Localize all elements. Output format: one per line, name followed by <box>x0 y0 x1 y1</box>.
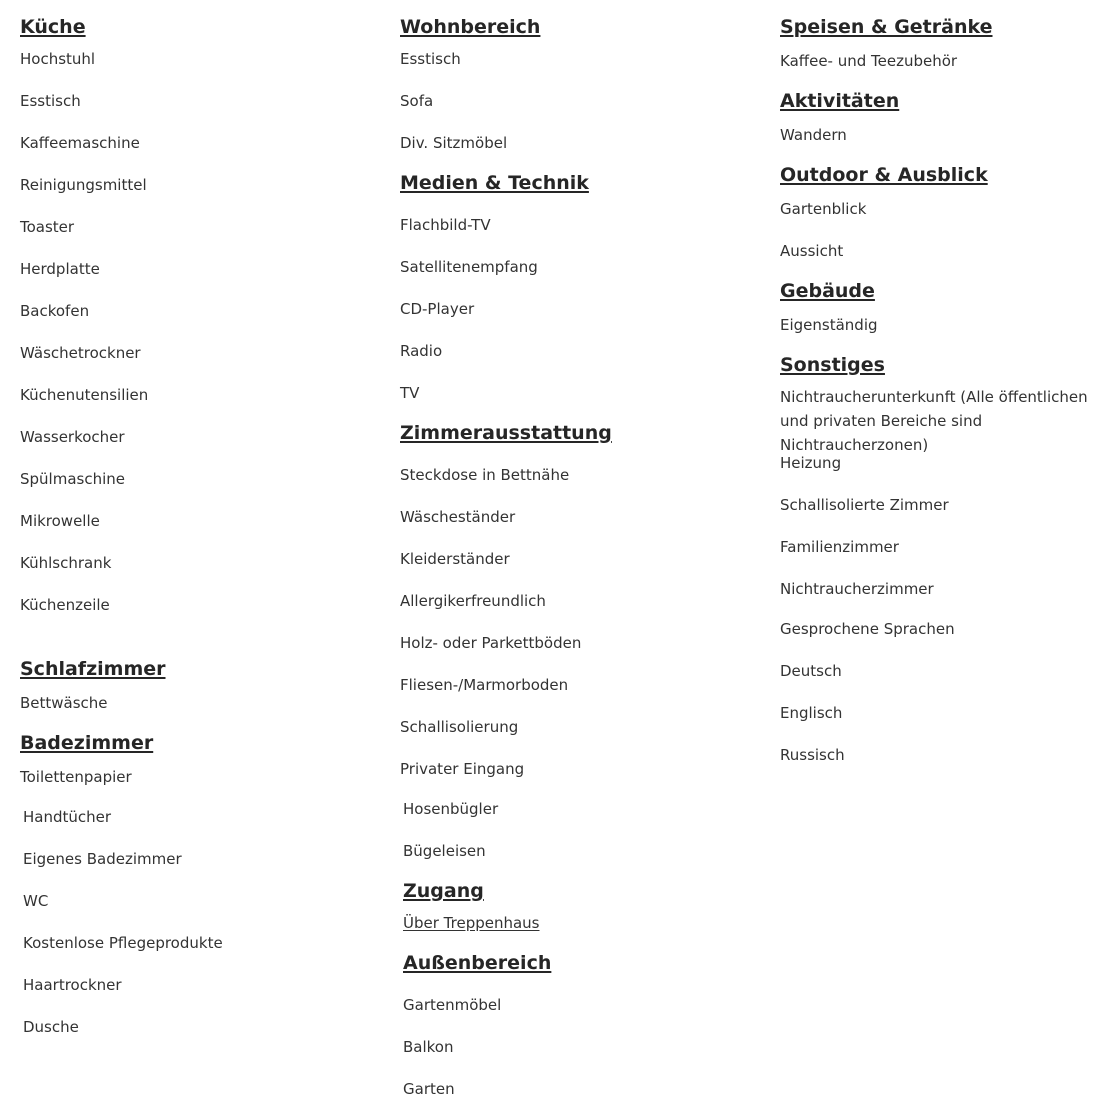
list-item: Flachbild-TV <box>400 216 491 234</box>
list-item: Haartrockner <box>23 976 122 994</box>
section-heading-medien-technik: Medien & Technik <box>400 172 589 194</box>
section-heading-sonstiges: Sonstiges <box>780 354 885 376</box>
list-item: Familienzimmer <box>780 538 899 556</box>
list-item: WC <box>23 892 49 910</box>
list-item: Spülmaschine <box>20 470 125 488</box>
list-item: Küchenzeile <box>20 596 110 614</box>
list-item: Kleiderständer <box>400 550 510 568</box>
list-item: Reinigungsmittel <box>20 176 147 194</box>
list-item: Hochstuhl <box>20 50 96 68</box>
section-heading-zimmerausstattung: Zimmerausstattung <box>400 422 612 444</box>
section-heading-badezimmer: Badezimmer <box>20 732 154 754</box>
list-item: Schallisolierung <box>400 718 519 736</box>
list-item: Küchenutensilien <box>20 386 149 404</box>
list-item: Hosenbügler <box>403 800 499 818</box>
list-item: Herdplatte <box>20 260 100 278</box>
section-heading-schlafzimmer: Schlafzimmer <box>20 658 166 680</box>
list-item: Kaffeemaschine <box>20 134 140 152</box>
list-item: Eigenständig <box>780 316 878 334</box>
list-item: Schallisolierte Zimmer <box>780 496 949 514</box>
list-item: Wäschetrockner <box>20 344 141 362</box>
section-heading-aktivitaeten: Aktivitäten <box>780 90 900 112</box>
section-heading-gebaeude: Gebäude <box>780 280 875 302</box>
list-item: Esstisch <box>20 92 81 110</box>
section-heading-zugang: Zugang <box>403 880 484 902</box>
list-item: Garten <box>403 1080 455 1098</box>
list-item: CD-Player <box>400 300 475 318</box>
list-item: Wäscheständer <box>400 508 516 526</box>
list-item: Kostenlose Pflegeprodukte <box>23 934 223 952</box>
list-item: Toilettenpapier <box>20 768 132 786</box>
list-item: Sofa <box>400 92 434 110</box>
list-item: Esstisch <box>400 50 461 68</box>
list-item: Privater Eingang <box>400 760 525 778</box>
list-item: Gartenmöbel <box>403 996 502 1014</box>
list-item: Aussicht <box>780 242 844 260</box>
list-item: Satellitenempfang <box>400 258 538 276</box>
section-heading-aussenbereich: Außenbereich <box>403 952 552 974</box>
list-item: Fliesen-/Marmorboden <box>400 676 569 694</box>
list-item: Steckdose in Bettnähe <box>400 466 570 484</box>
list-item: Handtücher <box>23 808 112 826</box>
list-item: Dusche <box>23 1018 79 1036</box>
list-item: Balkon <box>403 1038 454 1056</box>
list-item: Mikrowelle <box>20 512 100 530</box>
list-item: TV <box>400 384 420 402</box>
list-item: Allergikerfreundlich <box>400 592 546 610</box>
list-item: Eigenes Badezimmer <box>23 850 182 868</box>
list-item: Nichtraucherzimmer <box>780 580 934 598</box>
list-item: Nichtraucherunterkunft (Alle öffentlichen und privaten Bereiche sind Nichtraucherzonen) <box>780 388 1088 454</box>
section-heading-speisen-getraenke: Speisen & Getränke <box>780 16 993 38</box>
section-heading-kueche: Küche <box>20 16 86 38</box>
list-item: Kühlschrank <box>20 554 112 572</box>
list-item: Radio <box>400 342 443 360</box>
list-item: Heizung <box>780 454 842 472</box>
list-item: Kaffee- und Teezubehör <box>780 52 958 70</box>
list-item: Bügeleisen <box>403 842 486 860</box>
list-item: Deutsch <box>780 662 842 680</box>
list-item: Backofen <box>20 302 90 320</box>
list-item: Gesprochene Sprachen <box>780 620 955 638</box>
list-item: Russisch <box>780 746 845 764</box>
section-heading-wohnbereich: Wohnbereich <box>400 16 541 38</box>
list-item: Englisch <box>780 704 843 722</box>
section-heading-outdoor-ausblick: Outdoor & Ausblick <box>780 164 988 186</box>
list-item: Wasserkocher <box>20 428 125 446</box>
list-item: Gartenblick <box>780 200 867 218</box>
list-item: Wandern <box>780 126 847 144</box>
list-item: Bettwäsche <box>20 694 108 712</box>
list-item: Toaster <box>20 218 75 236</box>
zugang-link[interactable]: Über Treppenhaus <box>403 914 540 932</box>
list-item: Div. Sitzmöbel <box>400 134 508 152</box>
list-item: Holz- oder Parkettböden <box>400 634 582 652</box>
